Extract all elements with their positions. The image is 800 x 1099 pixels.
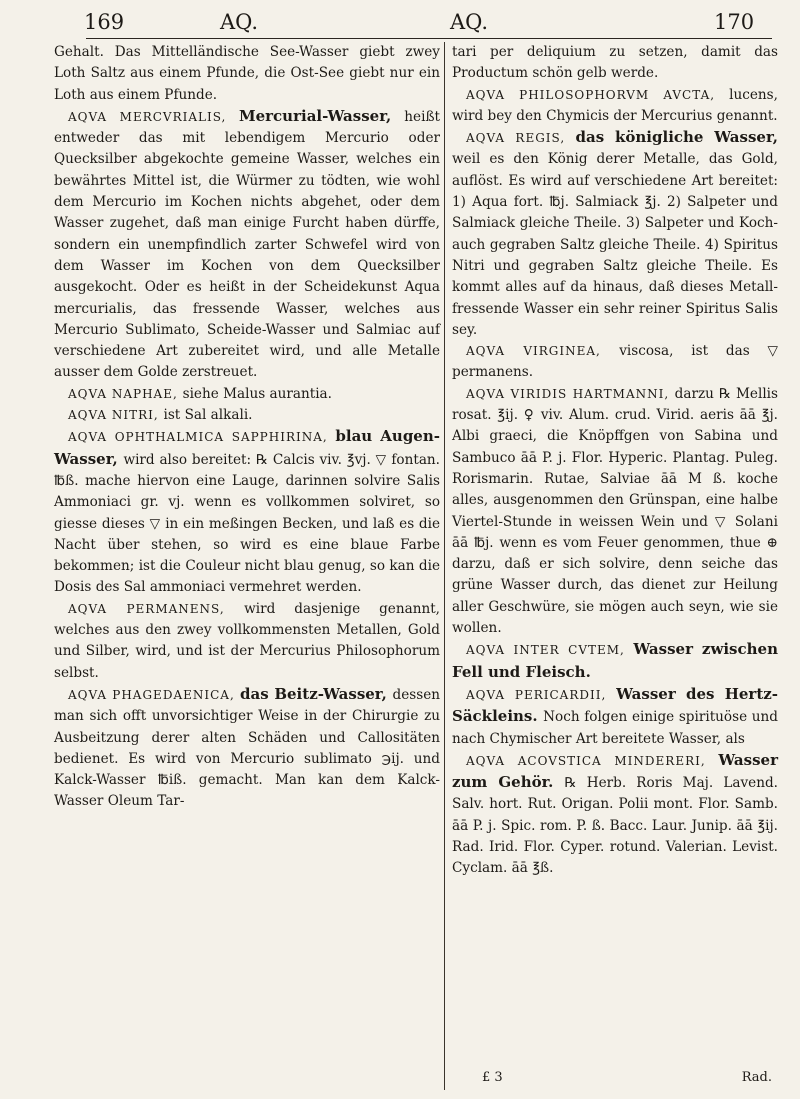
entry-headword: AQVA REGIS, bbox=[466, 131, 576, 146]
dictionary-entry bbox=[54, 106, 440, 384]
entry-body: lucens, wird bey den Chymicis der Mercurius genannt. bbox=[452, 86, 778, 124]
dictionary-entry bbox=[452, 750, 778, 880]
dictionary-entry bbox=[54, 684, 440, 813]
page-footer bbox=[452, 1070, 778, 1085]
entry-body: viscosa, ist das ▽ permanens. bbox=[452, 343, 778, 381]
entry-headword: AQVA OPHTHALMICA SAPPHIRINA, bbox=[68, 430, 336, 445]
entry-headword: AQVA PHILOSOPHORVM AVCTA, bbox=[466, 87, 730, 102]
entry-body: tari per deliquium zu setzen, damit das Productum schön gelb werde. bbox=[452, 44, 778, 82]
entry-body: wird dasjenige genannt, welches aus den zwey vollkommensten Metallen, Gold und Silber, wird, und ist der Mercurius Philosophorum selbst. bbox=[54, 600, 440, 681]
entry-headword: AQVA PERMANENS, bbox=[68, 601, 245, 616]
signature-mark: £ 3 bbox=[482, 1070, 503, 1085]
entry-body: Gehalt. Das Mittelländische See-Wasser giebt zwey Loth Saltz aus einem Pfunde, die Ost-See giebt nur ein Loth aus einem Pfunde. bbox=[54, 44, 440, 103]
entry-headword: AQVA ACOVSTICA MINDERERI, bbox=[466, 753, 719, 768]
dictionary-entry bbox=[54, 599, 440, 684]
dictionary-entry bbox=[54, 405, 440, 426]
entry-headword: AQVA PHAGEDAENICA, bbox=[68, 687, 241, 702]
entry-body: darzu ℞ Mellis rosat. ℥ij. ♀ viv. Alum. crud. Virid. aeris āā ℥j. Albi graeci, die Knöpffgen von Sabina und Sambuco āā P. j. Flor. Hyperic. Plantag. Puleg. Rorismarin. Rutae, Salviae āā M ß. koche alles, ausgenommen den Grünspan, eine halbe Viertel-Stunde in weissen Wein und ▽ Solani āā ℔j. wenn es vom Feuer genommen, thue ⊕ darzu, daß er sich solvire, denn seiche das grüne Wasser durch, das dienet zur Heilung aller Geschwüre, sie mögen auch seyn, wie sie wollen. bbox=[452, 385, 778, 637]
entry-headword: AQVA MERCVRIALIS, bbox=[68, 109, 239, 124]
dictionary-entry bbox=[452, 85, 778, 128]
entry-headword: AQVA NAPHAE, bbox=[68, 386, 183, 401]
column-divider bbox=[444, 42, 445, 1090]
entry-headword: AQVA VIRGINEA, bbox=[466, 344, 620, 359]
entry-headword: AQVA NITRI, bbox=[68, 408, 164, 423]
header-rule bbox=[86, 38, 772, 39]
entry-body: wird also bereitet: ℞ Calcis viv. ℥vj. ▽ fontan. ℔ß. mache hiervon eine Lauge, darinnen solvire Salis Ammoniaci gr. vj. wenn es vollkommen solviret, so giesse dieses ▽ in ein meßingen Becken, und laß es die Nacht über stehen, so wird es eine blaue Farbe bekommen; ist die Couleur nicht blau genug, so kan die Dosis des Sal ammoniaci vermehret werden. bbox=[54, 451, 441, 596]
entry-body: Noch folgen einige spirituöse und nach Chymischer Art bereitete Wasser, als bbox=[452, 709, 778, 747]
continued-text bbox=[54, 42, 440, 106]
entry-body: siehe Malus aurantia. bbox=[182, 385, 332, 402]
page-number-left: 169 bbox=[84, 10, 125, 34]
entry-body: ℞ Herb. Roris Maj. Lavend. Salv. hort. Rut. Origan. Polii mont. Flor. Samb. āā P. j. Spic. rom. P. ß. Bacc. Laur. Junip. āā ℥ij. Rad. Irid. Flor. Cyper. rotund. Valerian. Levist. Cyclam. āā ℥ß. bbox=[452, 775, 778, 877]
entry-headword: AQVA PERICARDII, bbox=[466, 687, 617, 702]
dictionary-entry bbox=[452, 341, 778, 384]
entry-body: heißt entweder das mit lebendigem Mercurio oder Quecksilber abgekochte gemeine Wasser, welches ein bewährtes Mittel ist, die Würmer zu tödten, wie wohl dem Mercurio im Kochen nichts abgehet, oder dem Wasser zugehet, daß man einige Furcht haben dürffe, sondern ein unempfindlich zarter Schwefel wird von dem Wasser im Kochen von dem Quecksilber ausgekocht. Oder es heißt in der Scheidekunst Aqua mercurialis, das fressende Wasser, welches aus Mercurio Sublimato, Scheide-Wasser und Salmiac auf verschiedene Art zubereitet wird, und alle Metalle ausser dem Golde zerstreuet. bbox=[54, 108, 440, 381]
entry-headword: AQVA INTER CVTEM, bbox=[466, 643, 634, 658]
dictionary-entry bbox=[452, 639, 778, 684]
header-catchword-right: AQ. bbox=[450, 10, 489, 34]
entry-title: blau Augen-Wasser, bbox=[54, 427, 440, 468]
page-number-right: 170 bbox=[714, 10, 755, 34]
right-column bbox=[452, 42, 778, 880]
entry-body: weil es den König derer Metalle, das Gold, auflöst. Es wird auf verschiedene Art bereitet: 1) Aqua fort. ℔j. Salmiack ℥j. 2) Salpeter und Salmiack gleiche Theile. 3) Salpeter und Koch- auch gegraben Saltz gleiche Theile. 4) Spiritus Nitri und gegraben Saltz gleiche Theile. Es kommt alles auf da hinaus, daß dieses Metall-fressende Wasser ein sehr reiner Spiritus Salis sey. bbox=[452, 151, 778, 338]
entry-title: Mercurial-Wasser, bbox=[239, 106, 405, 125]
dictionary-entry bbox=[452, 384, 778, 640]
running-header bbox=[0, 6, 800, 40]
left-column bbox=[54, 42, 440, 813]
entry-title: das Beitz-Wasser, bbox=[240, 684, 393, 703]
dictionary-entry bbox=[54, 384, 440, 405]
dictionary-entry bbox=[54, 426, 440, 598]
entry-title: Wasser des Hertz-Säckleins. bbox=[452, 684, 778, 726]
continued-text bbox=[452, 42, 778, 85]
entry-body: ist Sal alkali. bbox=[163, 407, 253, 424]
entry-title: Wasser zwischen Fell und Fleisch. bbox=[452, 640, 778, 681]
entry-title: Wasser zum Gehör. bbox=[452, 750, 778, 792]
entry-headword: AQVA VIRIDIS HARTMANNI, bbox=[466, 386, 675, 401]
entry-body: dessen man sich offt unvorsichtiger Weise in der Chirurgie zu Ausbeitzung derer alten Schäden und Callositäten bedienet. Es wird von Mercurio sublimato ℈ij. und Kalck-Wasser ℔iß. gemacht. Man kan dem Kalck-Wasser Oleum Tar- bbox=[54, 686, 440, 810]
dictionary-entry bbox=[452, 127, 778, 341]
dictionary-entry bbox=[452, 684, 778, 750]
footer-catchword: Rad. bbox=[741, 1070, 772, 1085]
entry-title: das königliche Wasser, bbox=[575, 128, 778, 147]
header-catchword-left: AQ. bbox=[220, 10, 259, 34]
